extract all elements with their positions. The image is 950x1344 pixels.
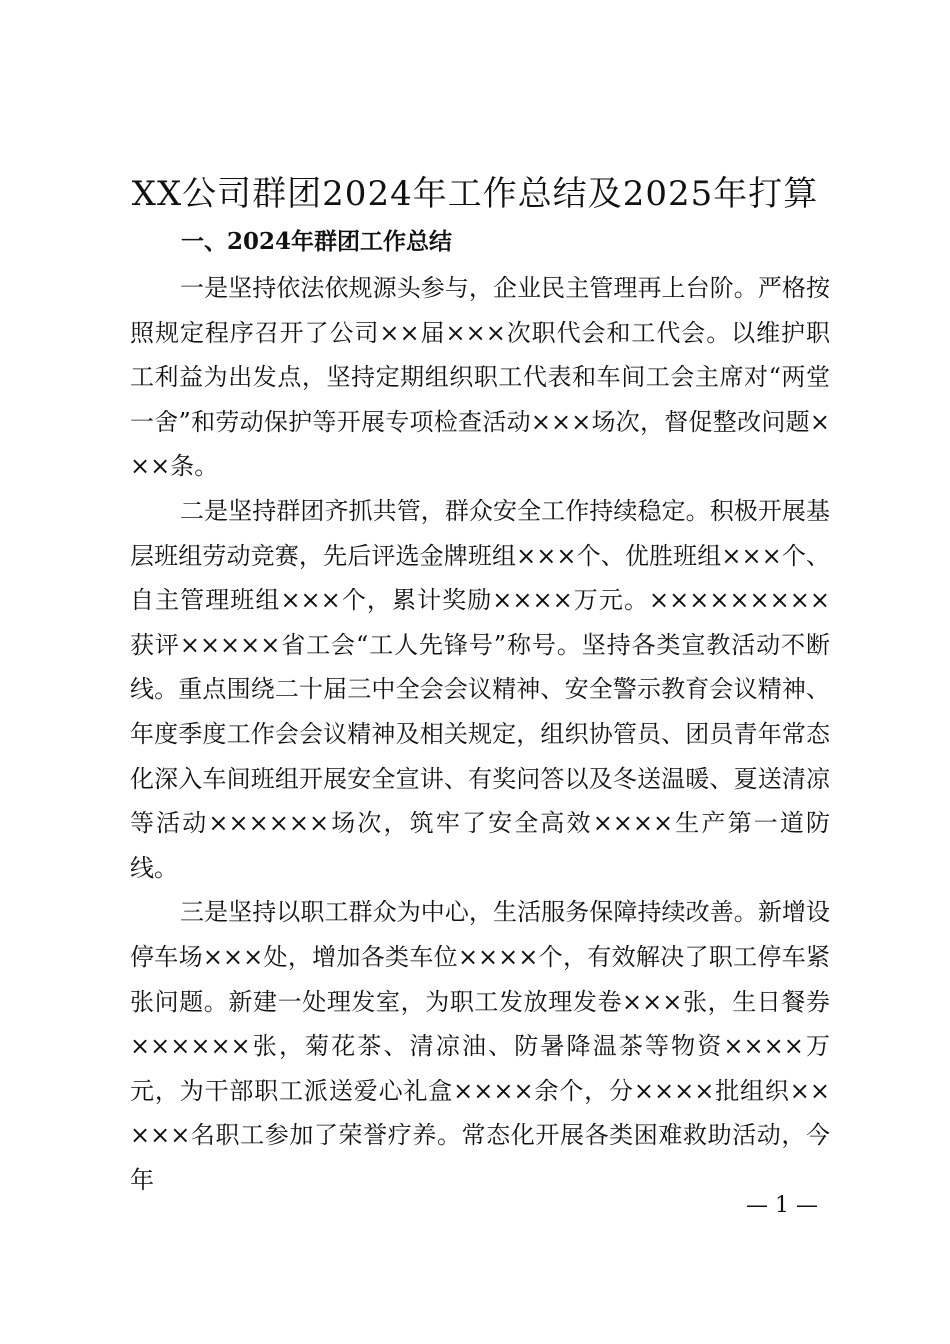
document-title: XX公司群团2024年工作总结及2025年打算 (131, 174, 819, 214)
body-text (130, 266, 830, 1202)
paragraph-1: 一是坚持依法依规源头参与，企业民主管理再上台阶。严格按照规定程序召开了公司××届×××次职代会和工代会。以维护职工利益为出发点，坚持定期组织职工代表和车间工会主席对“两堂一舍”和劳动保护等开展专项检查活动×××场次，督促整改问题×××条。 (130, 274, 830, 481)
paragraph-2: 二是坚持群团齐抓共管，群众安全工作持续稳定。积极开展基层班组劳动竞赛，先后评选金牌班组×××个、优胜班组×××个、自主管理班组×××个，累计奖励××××万元。×××××××××获评×××××省工会“工人先锋号”称号。坚持各类宣教活动不断线。重点围绕二十届三中全会会议精神、安全警示教育会议精神、年度季度工作会会议精神及相关规定，组织协管员、团员青年常态化深入车间班组开展安全宣讲、有奖问答以及冬送温暖、夏送清凉等活动××××××场次，筑牢了安全高效××××生产第一道防线。 (130, 496, 830, 882)
page-number: — 1 — (746, 1193, 818, 1218)
section-heading: 一、2024年群团工作总结 (181, 228, 453, 255)
paragraph-3: 三是坚持以职工群众为中心，生活服务保障持续改善。新增设停车场×××处，增加各类车位××××个，有效解决了职工停车紧张问题。新建一处理发室，为职工发放理发卷×××张，生日餐券××××××张，菊花茶、清凉油、防暑降温茶等物资××××万元，为干部职工派送爱心礼盒××××余个，分××××批组织×××××名职工参加了荣誉疗养。常态化开展各类困难救助活动，今年 (130, 898, 830, 1194)
